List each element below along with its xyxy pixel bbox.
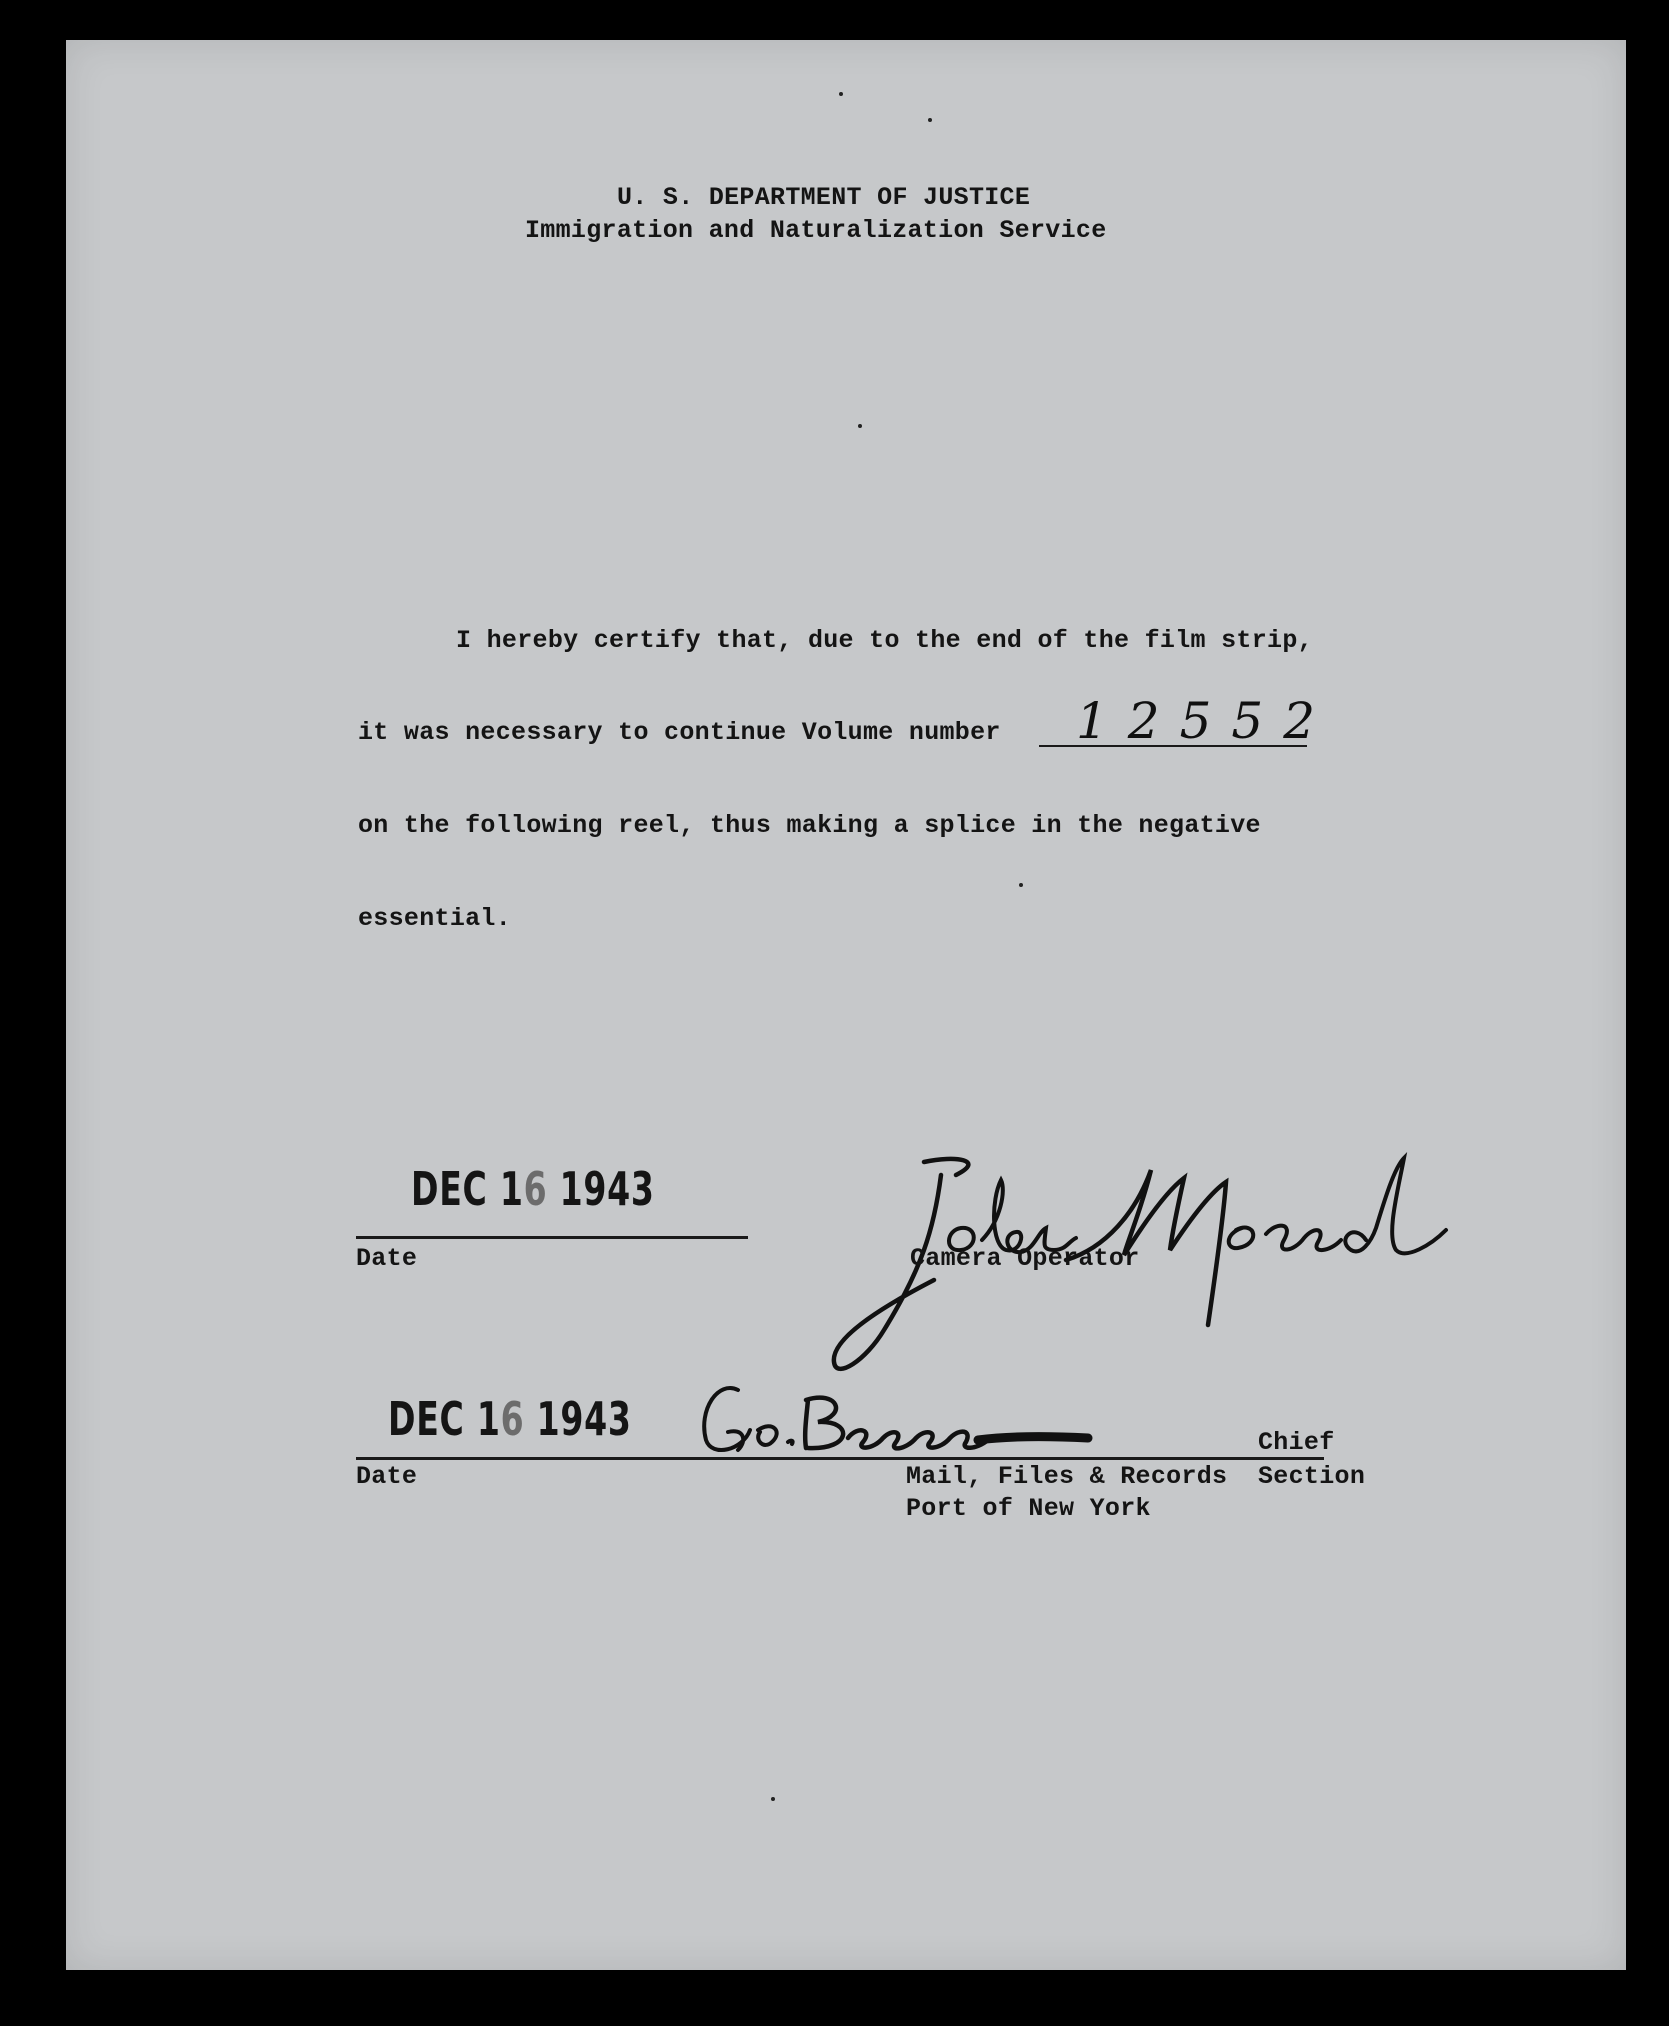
body-line-2: it was necessary to continue Volume number — [358, 718, 1001, 747]
department-heading: U. S. DEPARTMENT OF JUSTICE — [617, 183, 1031, 212]
dust-speck — [858, 424, 862, 428]
date-stamp-1-day-digit: 6 — [523, 1162, 548, 1216]
date-stamp-1-year: 1943 — [559, 1162, 655, 1216]
dust-speck — [839, 92, 843, 96]
body-line-1: I hereby certify that, due to the end of the film strip, — [456, 626, 1313, 655]
date-label-1: Date — [356, 1244, 418, 1273]
section-title: Section — [1258, 1462, 1366, 1491]
date-stamp-2-prefix: DEC 1 — [388, 1392, 501, 1446]
document-sheet — [66, 40, 1626, 1970]
chief-title: Chief — [1258, 1428, 1335, 1457]
port-of-new-york: Port of New York — [906, 1494, 1151, 1523]
date-line-1 — [356, 1236, 748, 1239]
date-stamp-1 — [411, 1162, 655, 1216]
camera-operator-label: Camera Operator — [910, 1244, 1140, 1273]
dust-speck — [1019, 883, 1023, 887]
date-stamp-2 — [388, 1392, 632, 1446]
date-stamp-2-year: 1943 — [536, 1392, 632, 1446]
date-label-2: Date — [356, 1462, 418, 1491]
signature-geo-baesen — [688, 1370, 1108, 1465]
dust-speck — [771, 1797, 775, 1801]
date-stamp-1-prefix: DEC 1 — [411, 1162, 524, 1216]
volume-number: 12552 — [1076, 692, 1336, 750]
date-stamp-2-day-digit: 6 — [500, 1392, 525, 1446]
body-line-4: essential. — [358, 904, 512, 933]
mail-files-records-title: Mail, Files & Records — [906, 1462, 1228, 1491]
dust-speck — [928, 118, 932, 122]
body-line-3: on the following reel, thus making a splice in the negative — [358, 811, 1261, 840]
service-heading: Immigration and Naturalization Service — [525, 216, 1107, 245]
